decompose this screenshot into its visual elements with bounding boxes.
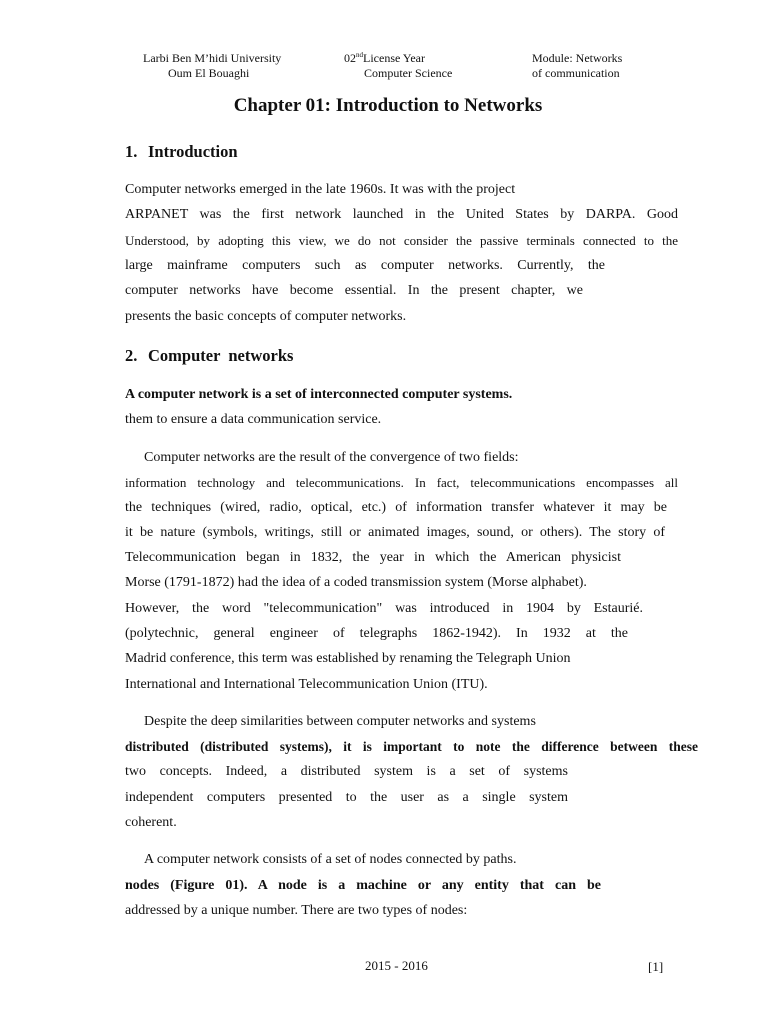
paragraph-line: addressed by a unique number. There are two types of nodes: <box>125 903 468 918</box>
paragraph-line: large mainframe computers such as computer networks. Currently, the <box>125 258 605 273</box>
university-city: Oum El Bouaghi <box>168 66 250 80</box>
paragraph-line: Madrid conference, this term was established by renaming the Telegraph Union <box>125 651 571 666</box>
paragraph-line: (polytechnic, general engineer of telegraphs 1862-1942). In 1932 at the <box>125 626 628 641</box>
header-year <box>344 51 452 81</box>
header-university <box>143 51 281 81</box>
paragraph-line: the techniques (wired, radio, optical, etc.) of information transfer whatever it may be <box>125 500 667 515</box>
paragraph-line: information technology and telecommunications. In fact, telecommunications encompasses all <box>125 475 678 490</box>
paragraph-line: Computer networks emerged in the late 1960s. It was with the project <box>125 182 516 197</box>
footer-years: 2015 - 2016 <box>365 958 428 973</box>
module-name: Module: Networks <box>532 51 623 65</box>
paragraph-line: two concepts. Indeed, a distributed system is a set of systems <box>125 764 568 779</box>
department: Computer Science <box>364 66 453 80</box>
section-heading-computer-networks: 2. Computer networks <box>125 346 294 365</box>
page-title: Chapter 01: Introduction to Networks <box>233 95 543 116</box>
paragraph-line: However, the word "telecommunication" was introduced in 1904 by Estaurié. <box>125 601 643 616</box>
paragraph-line: Telecommunication began in 1832, the year in which the American physicist <box>125 550 621 565</box>
paragraph-line: Morse (1791-1872) had the idea of a coded transmission system (Morse alphabet). <box>125 575 587 590</box>
paragraph-line: coherent. <box>125 815 177 830</box>
paragraph-line: presents the basic concepts of computer networks. <box>125 309 407 324</box>
paragraph-line-bold: nodes (Figure 01). A node is a machine or any entity that can be <box>125 878 601 893</box>
page-number: [1] <box>648 959 664 974</box>
license-year: 02ndLicense Year <box>344 51 425 65</box>
paragraph-line: computer networks have become essential. In the present chapter, we <box>125 283 583 298</box>
paragraph-line: Understood, by adopting this view, we do not consider the passive terminals connected to the <box>125 233 678 248</box>
section-heading-introduction: 1. Introduction <box>125 142 238 161</box>
paragraph-line: ARPANET was the first network launched in the United States by DARPA. Good <box>125 207 678 222</box>
paragraph-line: A computer network consists of a set of nodes connected by paths. <box>144 852 517 867</box>
paragraph-line: Computer networks are the result of the convergence of two fields: <box>144 450 519 465</box>
paragraph-line-bold: distributed (distributed systems), it is important to note the difference between these <box>125 739 698 754</box>
paragraph-line: Despite the deep similarities between computer networks and systems <box>144 714 536 729</box>
paragraph-line: independent computers presented to the user as a single system <box>125 790 568 805</box>
university-name: Larbi Ben M’hidi University <box>143 51 282 65</box>
header-module <box>532 51 622 81</box>
paragraph-line: International and International Telecommunication Union (ITU). <box>125 677 488 692</box>
module-subtitle: of communication <box>532 66 620 80</box>
definition-bold: A computer network is a set of interconnected computer systems. <box>125 387 513 402</box>
definition-continued: them to ensure a data communication service. <box>125 412 382 427</box>
paragraph-line: it be nature (symbols, writings, still or animated images, sound, or others). The story of <box>125 525 665 540</box>
